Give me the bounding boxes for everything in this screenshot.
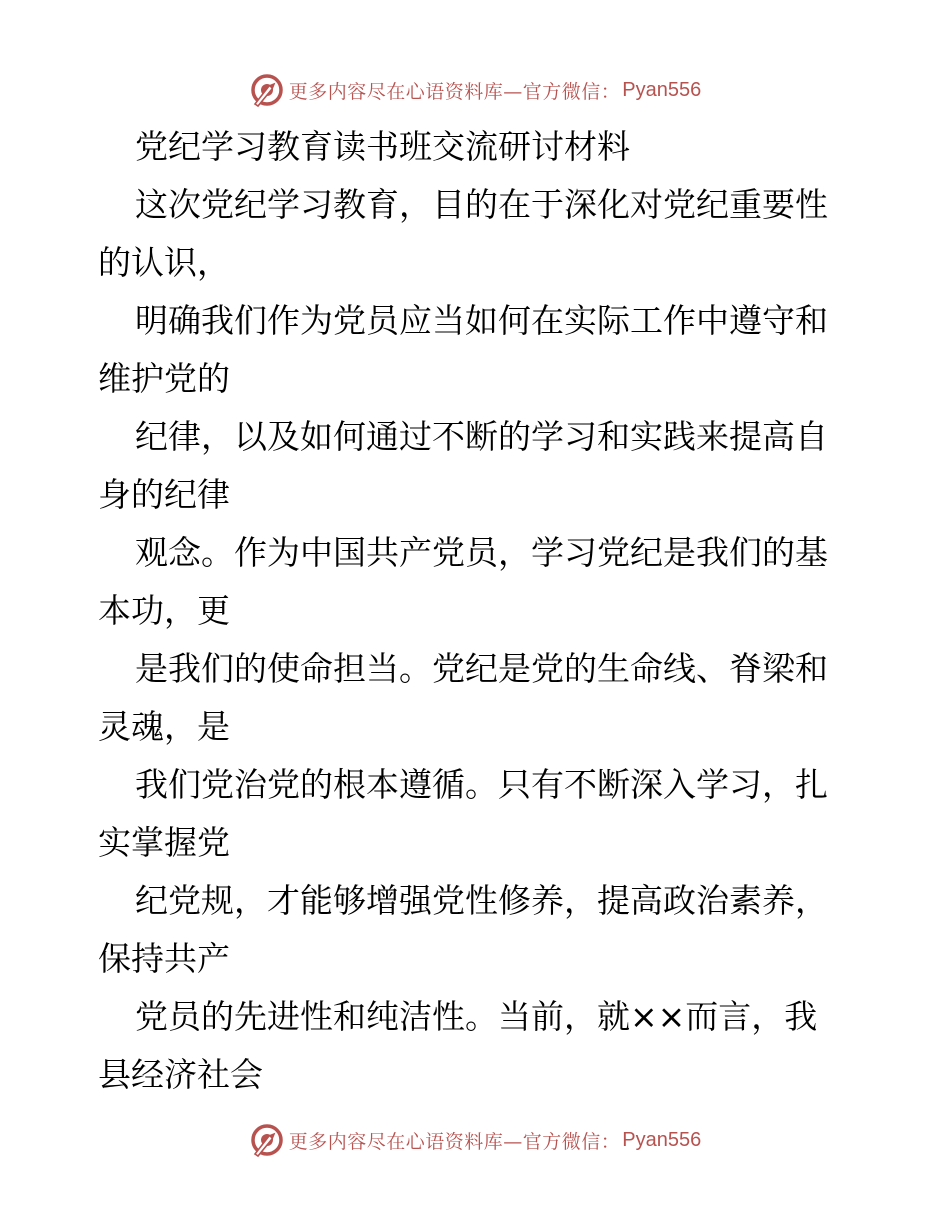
header-watermark	[0, 70, 950, 110]
pen-logo-icon	[249, 72, 285, 108]
text-line: 的认识，	[98, 243, 230, 282]
text-line: 维护党的	[98, 359, 230, 398]
footer-watermark	[0, 1120, 950, 1160]
document-title: 党纪学习教育读书班交流研讨材料	[135, 127, 630, 166]
text-line: 这次党纪学习教育，目的在于深化对党纪重要性	[135, 185, 828, 224]
text-line: 纪党规，才能够增强党性修养，提高政治素养，	[135, 881, 828, 920]
pen-logo-icon	[249, 1122, 285, 1158]
text-line: 实掌握党	[98, 823, 230, 862]
text-line: 县经济社会	[98, 1055, 263, 1094]
text-line: 保持共产	[98, 939, 230, 978]
text-line: 我们党治党的根本遵循。只有不断深入学习，扎	[135, 765, 828, 804]
watermark-text: 更多内容尽在心语资料库—官方微信：	[288, 1130, 621, 1153]
text-line: 灵魂，是	[98, 707, 230, 746]
watermark-handle: Pyan556	[622, 1128, 702, 1151]
text-line: 身的纪律	[98, 475, 230, 514]
text-line: 党员的先进性和纯洁性。当前，就××而言，我	[135, 997, 818, 1036]
text-line: 是我们的使命担当。党纪是党的生命线、脊梁和	[135, 649, 828, 688]
text-line: 本功，更	[98, 591, 230, 630]
text-line: 明确我们作为党员应当如何在实际工作中遵守和	[135, 301, 828, 340]
watermark-handle: Pyan556	[622, 78, 702, 101]
watermark-text: 更多内容尽在心语资料库—官方微信：	[288, 80, 621, 103]
text-line: 观念。作为中国共产党员，学习党纪是我们的基	[135, 533, 828, 572]
text-line: 纪律，以及如何通过不断的学习和实践来提高自	[135, 417, 828, 456]
